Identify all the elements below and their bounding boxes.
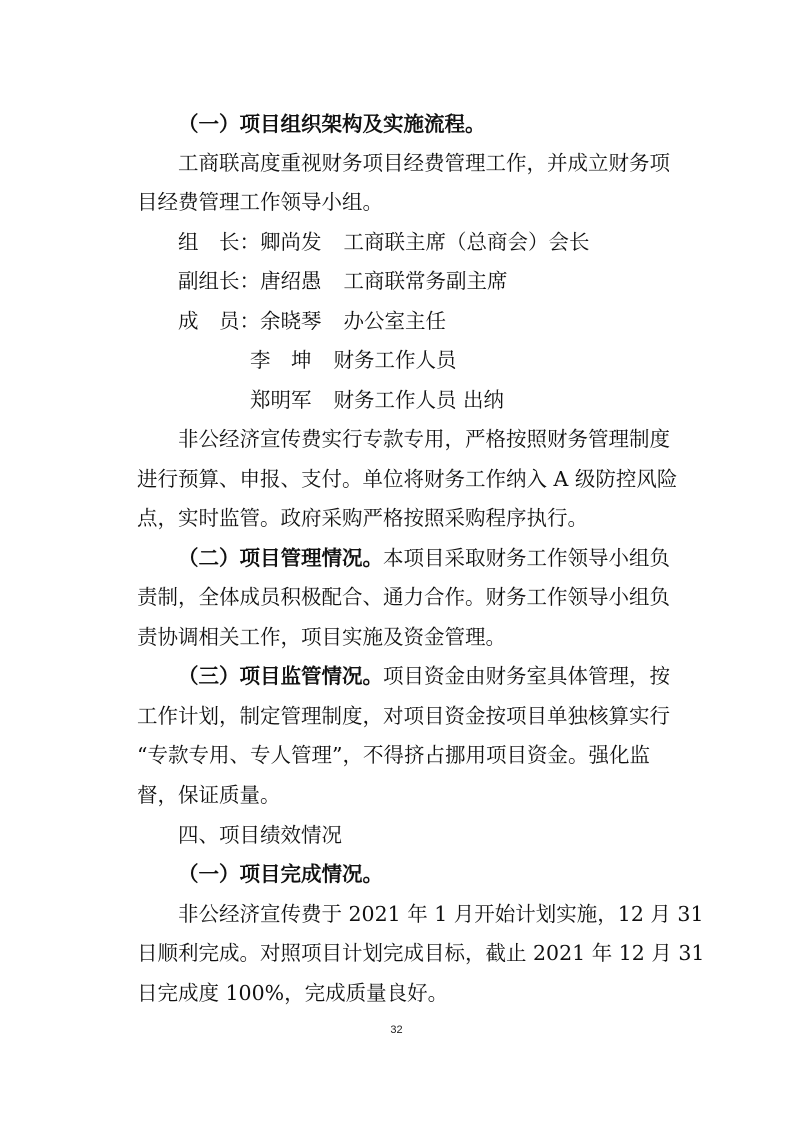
member-title: 财务工作人员 出纳 [333, 388, 505, 412]
paragraph-line: 日顺利完成。对照项目计划完成目标，截止 2021 年 12 月 31 [137, 941, 705, 965]
member-row-member [178, 307, 446, 335]
page-number: 32 [390, 1024, 403, 1036]
paragraph-line: 非公经济宣传费于 2021 年 1 月开始计划实施，12 月 31 [178, 902, 704, 926]
member-row-deputy [178, 267, 508, 295]
member-title: 财务工作人员 [333, 348, 457, 372]
section-heading-1-2: （二）项目管理情况。 [178, 546, 383, 570]
paragraph-line: 工作计划，制定管理制度，对项目资金按项目单独核算实行 [137, 704, 670, 728]
section-heading-1-3: （三）项目监管情况。 [178, 664, 383, 688]
section-heading-1-1: （一）项目组织架构及实施流程。 [178, 112, 486, 136]
paragraph-text: 本项目采取财务工作领导小组负 [383, 546, 670, 570]
member-name: 郑明军 [250, 388, 312, 412]
member-title: 工商联常务副主席 [343, 269, 508, 293]
member-role: 成 员： [178, 309, 260, 333]
paragraph-text: 项目资金由财务室具体管理，按 [383, 664, 670, 688]
paragraph-line: 目经费管理工作领导小组。 [137, 190, 383, 214]
member-role: 组 长： [178, 230, 260, 254]
member-row-member [250, 346, 457, 374]
member-name: 卿尚发 [260, 230, 322, 254]
paragraph-line: 进行预算、申报、支付。单位将财务工作纳入 A 级防控风险 [137, 467, 678, 491]
paragraph-line: “专款专用、专人管理”，不得挤占挪用项目资金。强化监 [137, 743, 650, 767]
paragraph-line: 点，实时监管。政府采购严格按照采购程序执行。 [137, 506, 588, 530]
paragraph-line: 责制，全体成员积极配合、通力合作。财务工作领导小组负 [137, 585, 670, 609]
member-name: 李 坤 [250, 348, 312, 372]
paragraph-line: 督，保证质量。 [137, 783, 281, 807]
paragraph-line [178, 544, 670, 572]
paragraph-line: 责协调相关工作，项目实施及资金管理。 [137, 625, 506, 649]
section-heading-4-1: （一）项目完成情况。 [178, 862, 383, 886]
section-heading-4: 四、项目绩效情况 [178, 823, 342, 847]
paragraph-line: 非公经济宣传费实行专款专用，严格按照财务管理制度 [178, 427, 670, 451]
member-row-member [250, 386, 504, 414]
member-name: 唐绍愚 [260, 269, 322, 293]
member-name: 余晓琴 [260, 309, 322, 333]
member-title: 工商联主席（总商会）会长 [343, 230, 590, 254]
paragraph-line: 工商联高度重视财务项目经费管理工作，并成立财务项 [178, 151, 670, 175]
member-role: 副组长： [178, 269, 260, 293]
member-title: 办公室主任 [343, 309, 446, 333]
member-row-leader [178, 228, 590, 256]
paragraph-line: 日完成度 100%，完成质量良好。 [137, 981, 449, 1005]
paragraph-line [178, 662, 670, 690]
